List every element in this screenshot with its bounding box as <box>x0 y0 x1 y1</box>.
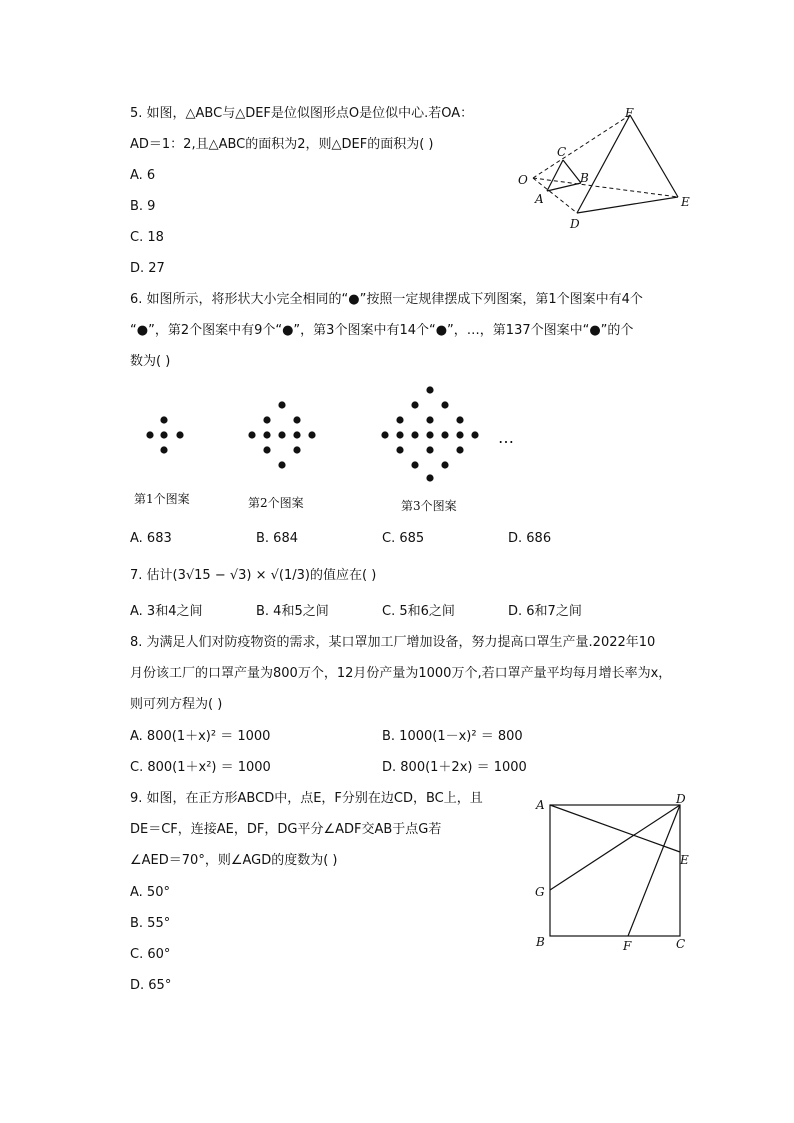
q9-option-b: B. 55° <box>130 916 171 931</box>
q7-option-d: D. 6和7之间 <box>508 604 582 619</box>
q9-label-a: A <box>536 798 545 812</box>
q6-option-c: C. 685 <box>382 531 425 546</box>
q6-dot-patterns-figure <box>130 380 530 490</box>
q5-label-a: A <box>535 192 544 206</box>
q6-pattern-2 <box>248 401 315 468</box>
q9-line3: ∠AED＝70°，则∠AGD的度数为( ) <box>130 853 338 868</box>
q9-option-a: A. 50° <box>130 885 170 900</box>
q9-label-e: E <box>680 853 689 867</box>
q5-label-b: B <box>580 171 589 185</box>
q5-label-d: D <box>570 217 580 231</box>
q9-label-d: D <box>676 792 686 806</box>
q8-option-d: D. 800(1＋2x) ＝ 1000 <box>382 760 527 775</box>
q9-label-g: G <box>535 885 545 899</box>
q5-label-o: O <box>518 173 528 187</box>
q9-square-figure <box>530 792 700 957</box>
q6-line3: 数为( ) <box>130 354 171 369</box>
q9-option-d: D. 65° <box>130 978 172 993</box>
q8-line1: 8. 为满足人们对防疫物资的需求，某口罩加工厂增加设备，努力提高口罩生产量.2022年10 <box>130 635 656 650</box>
q9-option-c: C. 60° <box>130 947 171 962</box>
q8-option-c: C. 800(1＋x²) ＝ 1000 <box>130 760 271 775</box>
q6-option-a: A. 683 <box>130 531 172 546</box>
q6-pattern-3 <box>381 386 478 481</box>
q5-option-b: B. 9 <box>130 199 156 214</box>
q5-label-c: C <box>557 145 567 159</box>
q8-line2: 月份该工厂的口罩产量为800万个，12月份产量为1000万个,若口罩产量平均每月增长率为x， <box>130 666 672 681</box>
q6-line1: 6. 如图所示，将形状大小完全相同的“●”按照一定规律摆成下列图案，第1个图案中有4个 <box>130 292 643 307</box>
q5-label-e: E <box>681 195 690 209</box>
q6-pattern-1 <box>146 416 183 453</box>
q6-ellipsis: … <box>498 428 514 447</box>
q6-line2: “●”，第2个图案中有9个“●”，第3个图案中有14个“●”，…，第137个图案中“●”的个 <box>130 323 634 338</box>
q5-similar-triangles-figure <box>505 100 705 235</box>
q5-label-f: F <box>625 106 634 120</box>
q7-line1: 7. 估计(3√15 − √3) × √(1/3)的值应在( ) <box>130 568 377 583</box>
q6-caption-1: 第1个图案 <box>134 492 190 506</box>
q6-option-d: D. 686 <box>508 531 552 546</box>
q7-option-b: B. 4和5之间 <box>256 604 329 619</box>
q5-line1: 5. 如图，△ABC与△DEF是位似图形点O是位似中心.若OA： <box>130 106 474 121</box>
q5-option-d: D. 27 <box>130 261 165 276</box>
q8-line3: 则可列方程为( ) <box>130 697 223 712</box>
q5-line2: AD＝1：2,且△ABC的面积为2，则△DEF的面积为( ) <box>130 137 434 152</box>
q8-option-b: B. 1000(1－x)² ＝ 800 <box>382 729 523 744</box>
q6-caption-3: 第3个图案 <box>401 499 457 513</box>
q8-option-a: A. 800(1＋x)² ＝ 1000 <box>130 729 271 744</box>
q9-line2: DE＝CF，连接AE，DF，DG平分∠ADF交AB于点G若 <box>130 822 442 837</box>
q7-option-a: A. 3和4之间 <box>130 604 203 619</box>
q9-line1: 9. 如图，在正方形ABCD中，点E，F分别在边CD，BC上，且 <box>130 791 483 806</box>
q6-caption-2: 第2个图案 <box>248 496 304 510</box>
q7-option-c: C. 5和6之间 <box>382 604 455 619</box>
q9-label-c: C <box>676 937 686 951</box>
q9-label-f: F <box>623 939 632 953</box>
q5-option-a: A. 6 <box>130 168 156 183</box>
q5-option-c: C. 18 <box>130 230 164 245</box>
q9-label-b: B <box>536 935 545 949</box>
q6-option-b: B. 684 <box>256 531 298 546</box>
